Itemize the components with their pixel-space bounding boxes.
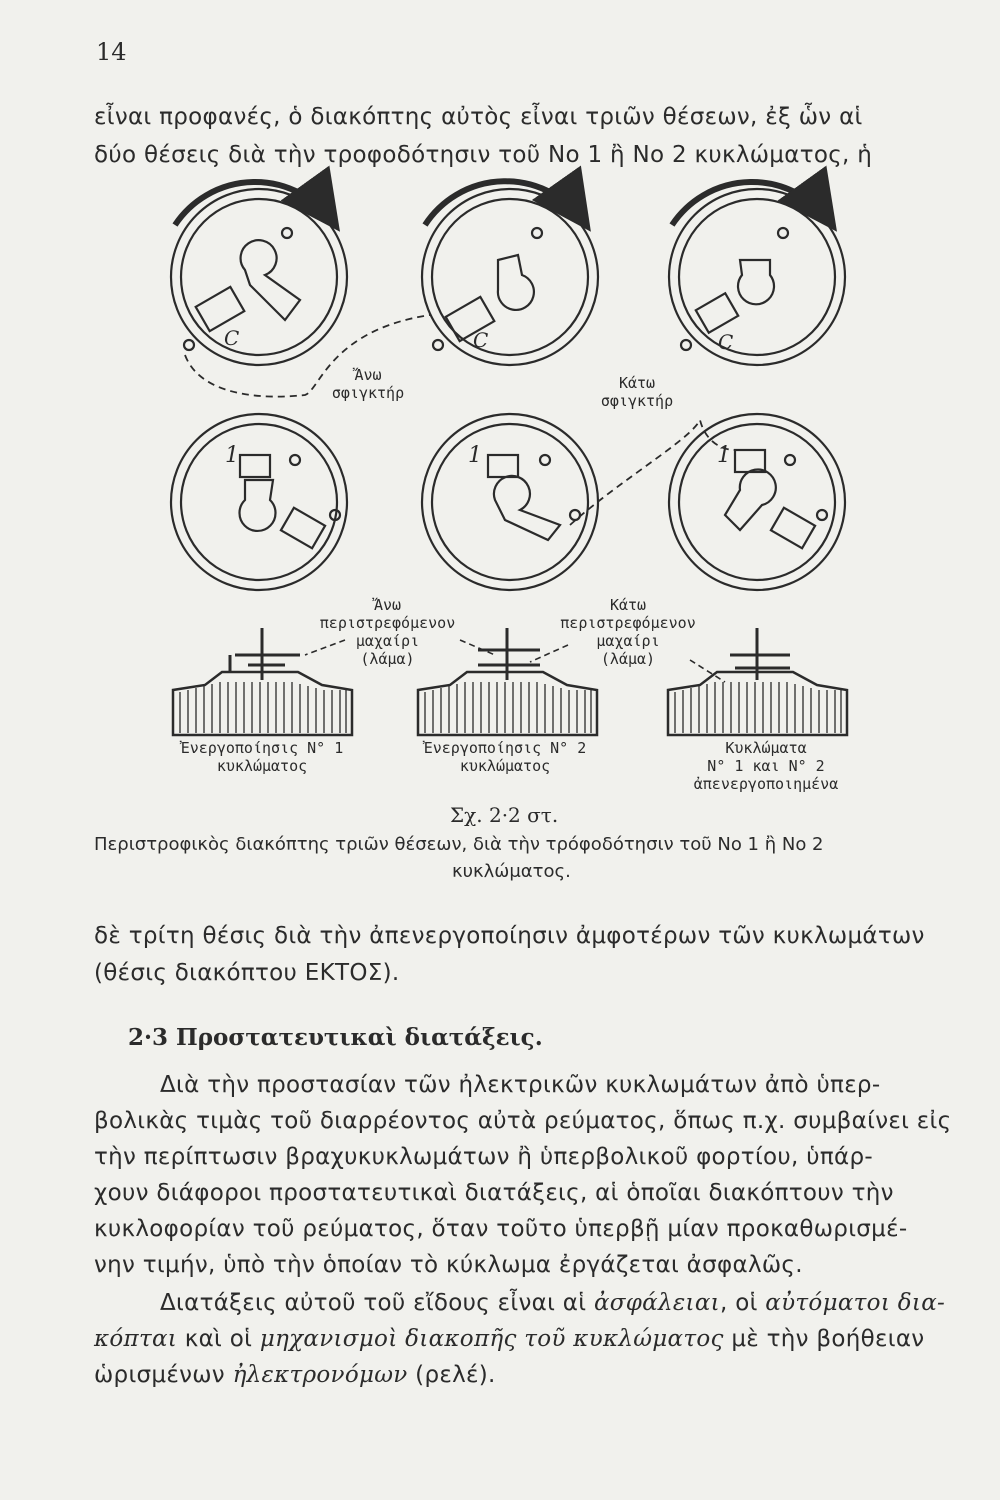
contact-label: C [718, 330, 734, 354]
label-activation-1: Ἐνεργοποίησις N° 1 κυκλώματος [180, 739, 344, 775]
body-line: Διὰ τὴν προστασίαν τῶν ἠλεκτρικῶν κυκλωμάτων ἀπὸ ὑπερ- [160, 1072, 881, 1098]
contact-label: 1 [468, 443, 482, 468]
contact-label: 1 [717, 443, 731, 468]
rotating-lower-label: Κάτω περιστρεφόμενον μαχαίρι (λάμα) [560, 596, 696, 668]
figure-caption: κυκλώματος. [452, 861, 571, 882]
body-line: τὴν περίπτωσιν βραχυκυκλωμάτων ἢ ὑπερβολικοῦ φορτίου, ὑπάρ- [94, 1144, 873, 1170]
label-activation-2: Ἐνεργοποίησις N° 2 κυκλώματος [423, 739, 587, 775]
rotating-upper-label: Ἄνω περιστρεφόμενον μαχαίρι (λάμα) [319, 596, 456, 668]
dial-mid-1 [171, 414, 347, 590]
body-line: Διατάξεις αὐτοῦ τοῦ εἴδους εἶναι αἱ ἀσφάλειαι, οἱ αὐτόματοι δια- [160, 1290, 946, 1316]
body-line: δύο θέσεις διὰ τὴν τροφοδότησιν τοῦ No 1 ἢ No 2 κυκλώματος, ἡ [94, 142, 873, 168]
contact-label: C [473, 328, 489, 352]
body-line: δὲ τρίτη θέσις διὰ τὴν ἀπενεργοποίησιν ἀμφοτέρων τῶν κυκλωμάτων [94, 923, 925, 949]
section-heading: 2·3 Προστατευτικαὶ διατάξεις. [128, 1024, 543, 1051]
body-line: (θέσις διακόπτου ΕΚΤΟΣ). [94, 960, 400, 986]
dial-top-3 [669, 182, 845, 365]
page-number: 14 [96, 38, 127, 66]
body-line: νην τιμήν, ὑπὸ τὴν ὁποίαν τὸ κύκλωμα ἐργάζεται ἀσφαλῶς. [94, 1252, 803, 1278]
figure-caption: Περιστροφικὸς διακόπτης τριῶν θέσεων, διὰ τὴν τρόφοδότησιν τοῦ No 1 ἢ No 2 [94, 834, 824, 855]
dial-top-1 [171, 182, 347, 365]
label-deactivated: Κυκλώματα N° 1 και N° 2 ἀπενεργοποιημένα [693, 739, 839, 793]
dial-mid-2 [422, 414, 598, 590]
body-line: κόπται καὶ οἱ μηχανισμοὶ διακοπῆς τοῦ κυκλώματος μὲ τὴν βοήθειαν [94, 1326, 925, 1352]
contact-label: C [224, 326, 240, 350]
body-line: κυκλοφορίαν τοῦ ρεύματος, ὅταν τοῦτο ὑπερβῇ μίαν προκαθωρισμέ- [94, 1216, 908, 1242]
body-line: βολικὰς τιμὰς τοῦ διαρρέοντος αὐτὰ ρεύματος, ὅπως π.χ. συμβαίνει εἰς [94, 1108, 952, 1134]
body-line: ὡρισμένων ἠλεκτρονόμων (ρελέ). [94, 1362, 496, 1388]
figure-number: Σχ. 2·2 στ. [450, 803, 559, 827]
dial-mid-3 [669, 414, 845, 590]
upper-clamp-label: Ἄνω σφιγκτήρ [331, 366, 405, 402]
body-line: χουν διάφοροι προστατευτικαὶ διατάξεις, αἱ ὁποῖαι διακόπτουν τὴν [94, 1180, 894, 1206]
body-line: εἶναι προφανές, ὁ διακόπτης αὐτὸς εἶναι τριῶν θέσεων, ἐξ ὧν αἱ [94, 104, 863, 130]
dial-top-2 [422, 181, 598, 365]
contact-label: 1 [225, 443, 239, 468]
lower-clamp-label: Κάτω σφιγκτήρ [600, 374, 674, 410]
